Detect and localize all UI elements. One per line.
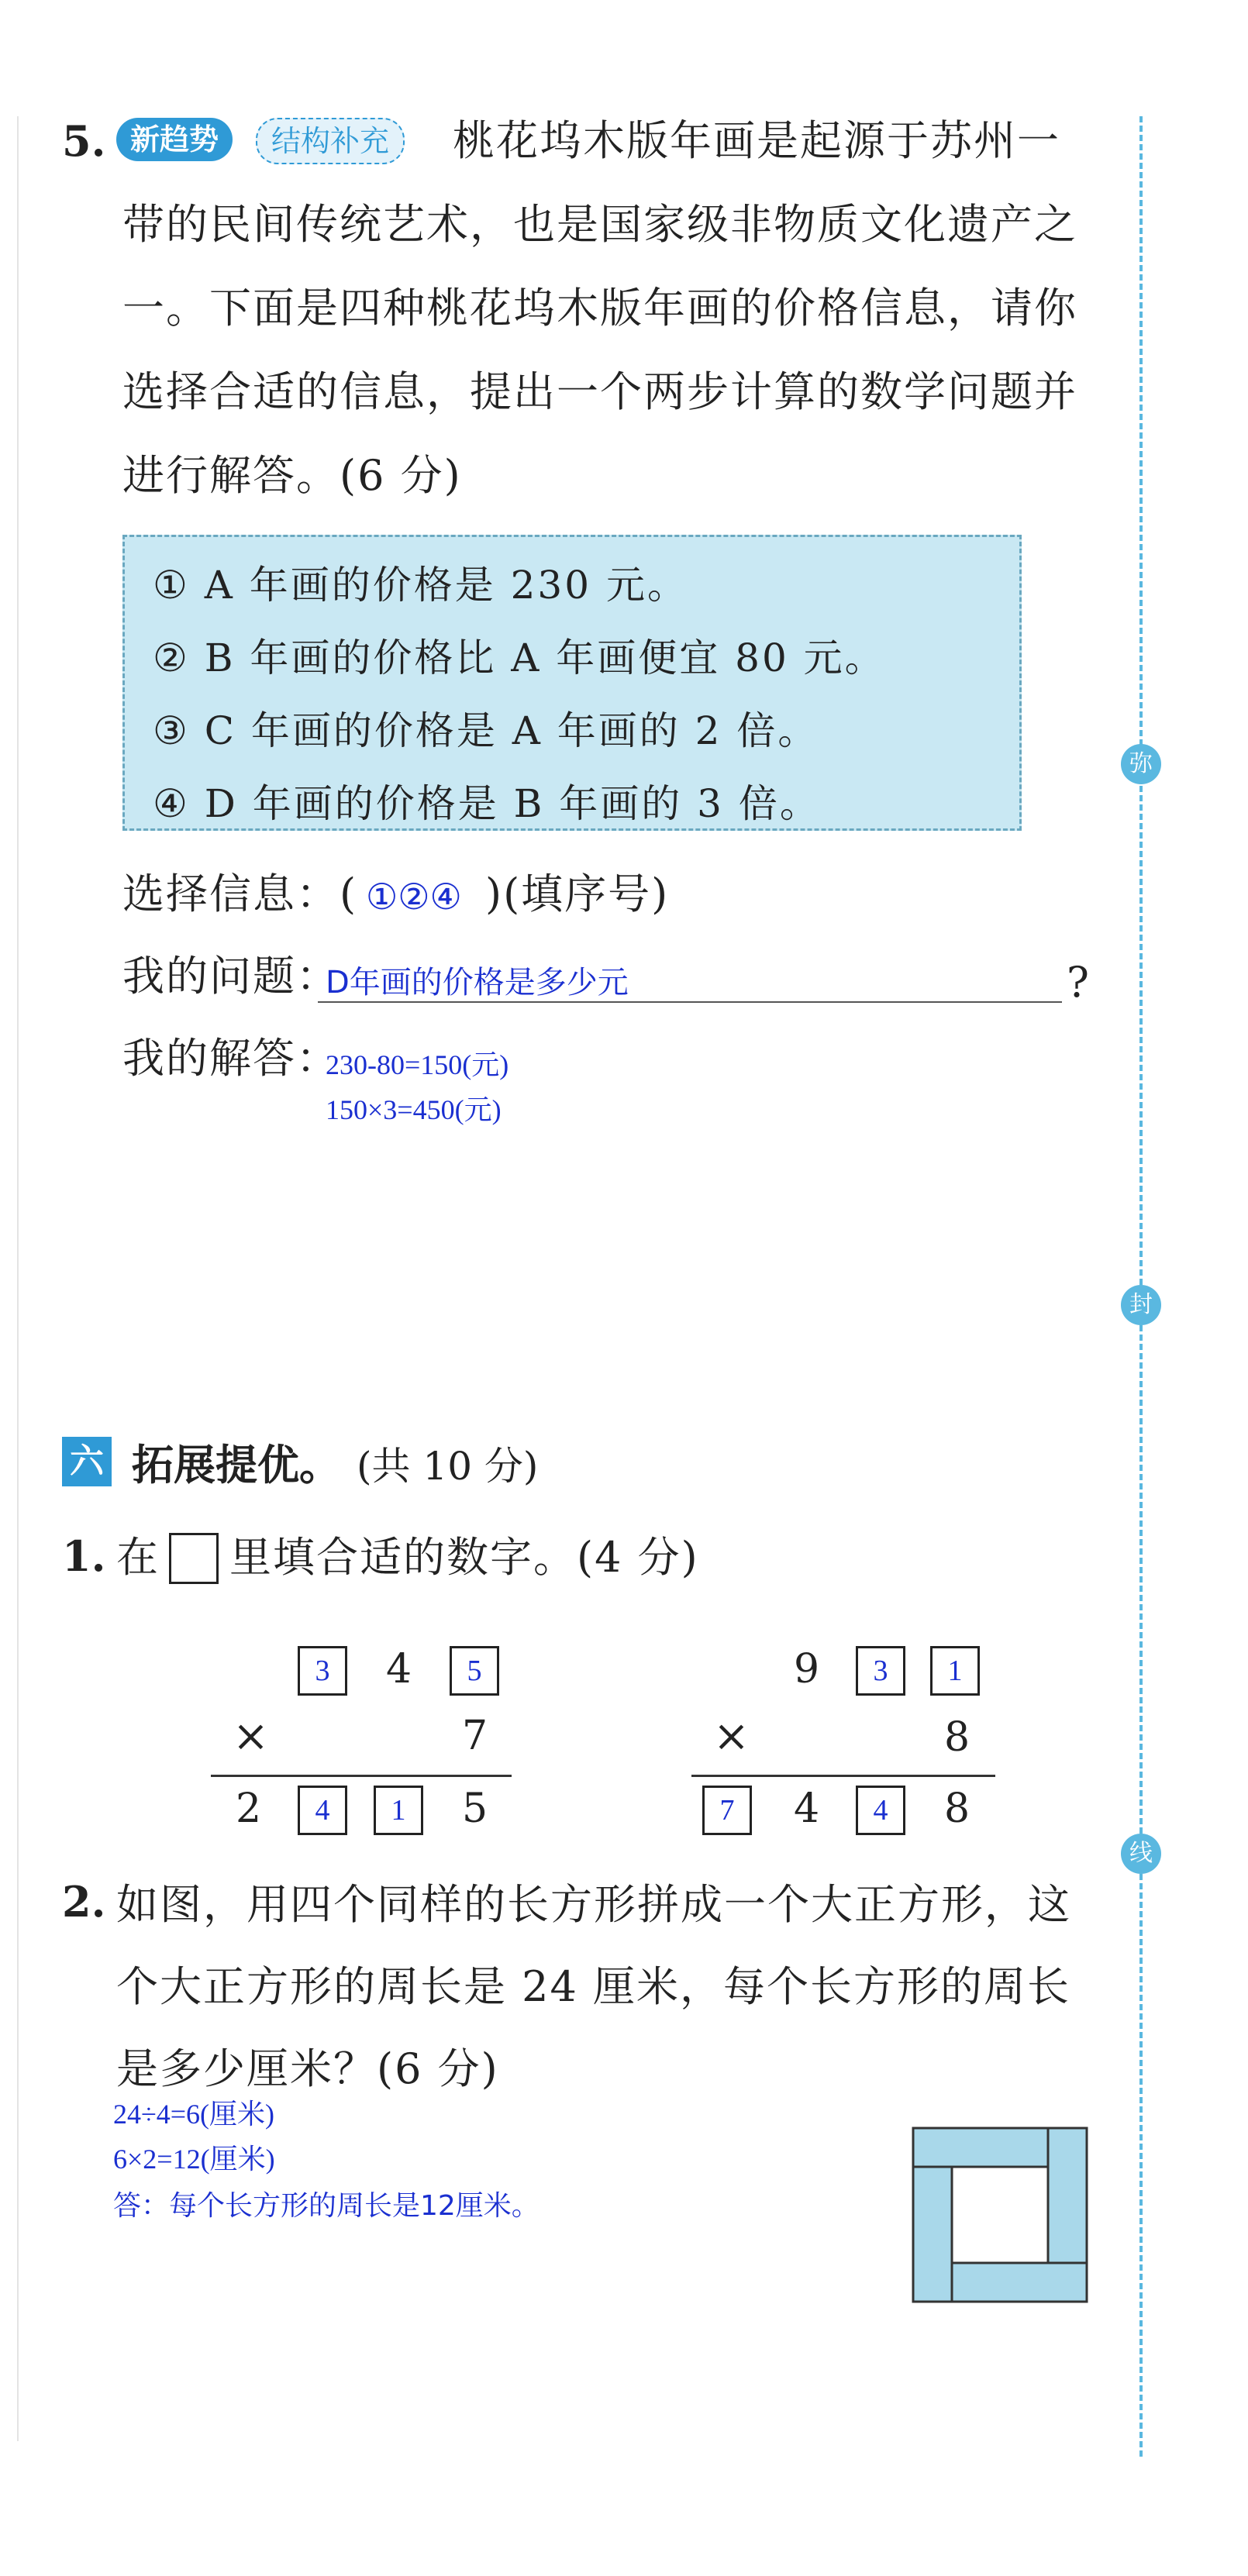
q1-text-before: 在 — [116, 1533, 160, 1582]
info-item-3: ③ C 年画的价格是 A 年画的 2 倍。 — [153, 708, 819, 753]
q5-line-5: 进行解答。(6 分) — [122, 451, 462, 500]
q2-line-2: 个大正方形的周长是 24 厘米，每个长方形的周长 — [116, 1962, 1071, 2011]
right-product-rule — [691, 1775, 995, 1777]
q5-number: 5. — [62, 116, 106, 166]
left-top-box-3: 5 — [450, 1646, 499, 1696]
right-bottom-digit-4: 8 — [944, 1786, 970, 1832]
right-multiplier: 8 — [944, 1714, 970, 1761]
section-six-badge: 六 — [62, 1437, 112, 1486]
q5-line-2: 带的民间传统艺术，也是国家级非物质文化遗产之 — [122, 200, 1077, 249]
left-product-rule — [211, 1775, 512, 1777]
q2-answer-line-3: 答：每个长方形的周长是12厘米。 — [113, 2190, 540, 2222]
q2-line-3: 是多少厘米？(6 分) — [116, 2044, 499, 2093]
right-bottom-digit-2: 4 — [794, 1786, 820, 1832]
q2-line-1: 如图，用四个同样的长方形拼成一个大正方形，这 — [116, 1880, 1071, 1929]
right-times-sign: × — [713, 1711, 750, 1762]
left-times-sign: × — [233, 1711, 269, 1762]
info-item-1: ① A 年画的价格是 230 元。 — [153, 563, 688, 608]
left-multiplier: 7 — [462, 1713, 488, 1759]
info-item-4: ④ D 年画的价格是 B 年画的 3 倍。 — [153, 781, 821, 826]
right-bottom-box-3: 4 — [856, 1786, 905, 1835]
right-top-digit-1: 9 — [794, 1646, 820, 1693]
right-bottom-box-1: 7 — [702, 1786, 752, 1835]
tag-new-trend: 新趋势 — [116, 118, 233, 161]
select-info-answer: ①②④ — [366, 876, 462, 918]
my-question-label: 我的问题： — [122, 952, 340, 1000]
q5-line-4: 选择合适的信息，提出一个两步计算的数学问题并 — [122, 367, 1077, 416]
q1-empty-box — [169, 1533, 219, 1584]
q2-answer-line-2: 6×2=12(厘米) — [113, 2144, 275, 2175]
question-underline — [318, 1001, 1062, 1003]
section-six-title: 拓展提优。 — [132, 1441, 341, 1489]
right-top-box-2: 3 — [856, 1646, 905, 1696]
q1-number: 1. — [62, 1531, 106, 1581]
solution-line-2: 150×3=450(元) — [326, 1094, 502, 1125]
left-bottom-digit-4: 5 — [462, 1786, 488, 1832]
q2-answer-line-1: 24÷4=6(厘米) — [113, 2099, 275, 2130]
info-item-2: ② B 年画的价格比 A 年画便宜 80 元。 — [153, 635, 886, 680]
left-bottom-box-3: 1 — [374, 1786, 423, 1835]
left-top-box-1: 3 — [298, 1646, 347, 1696]
left-top-digit-2: 4 — [386, 1646, 412, 1693]
select-info-label: 选择信息：( — [122, 870, 358, 918]
left-bottom-digit-1: 2 — [236, 1786, 262, 1832]
margin-badge-3: 线 — [1121, 1834, 1161, 1874]
my-solution-label: 我的解答： — [122, 1034, 340, 1083]
margin-badge-2: 封 — [1121, 1285, 1161, 1325]
section-six-points: (共 10 分) — [357, 1444, 539, 1489]
select-info-suffix: )(填序号) — [485, 870, 670, 918]
q5-line-1: 桃花坞木版年画是起源于苏州一 — [453, 116, 1060, 165]
inner-square-hole — [952, 2167, 1048, 2263]
info-box — [122, 535, 1022, 831]
q5-line-3: 一。下面是四种桃花坞木版年画的价格信息，请你 — [122, 284, 1077, 332]
square-figure — [912, 2127, 1088, 2303]
left-bottom-box-2: 4 — [298, 1786, 347, 1835]
left-edge-line — [17, 116, 19, 2441]
q1-text-after: 里填合适的数字。(4 分) — [229, 1533, 699, 1582]
margin-badge-1: 弥 — [1121, 744, 1161, 784]
right-top-box-3: 1 — [930, 1646, 980, 1696]
q2-number: 2. — [62, 1877, 106, 1927]
my-question-answer: D年画的价格是多少元 — [326, 965, 629, 1000]
tag-structure-supplement: 结构补充 — [256, 118, 405, 164]
solution-line-1: 230-80=150(元) — [326, 1049, 509, 1080]
question-mark: ? — [1067, 958, 1091, 1007]
